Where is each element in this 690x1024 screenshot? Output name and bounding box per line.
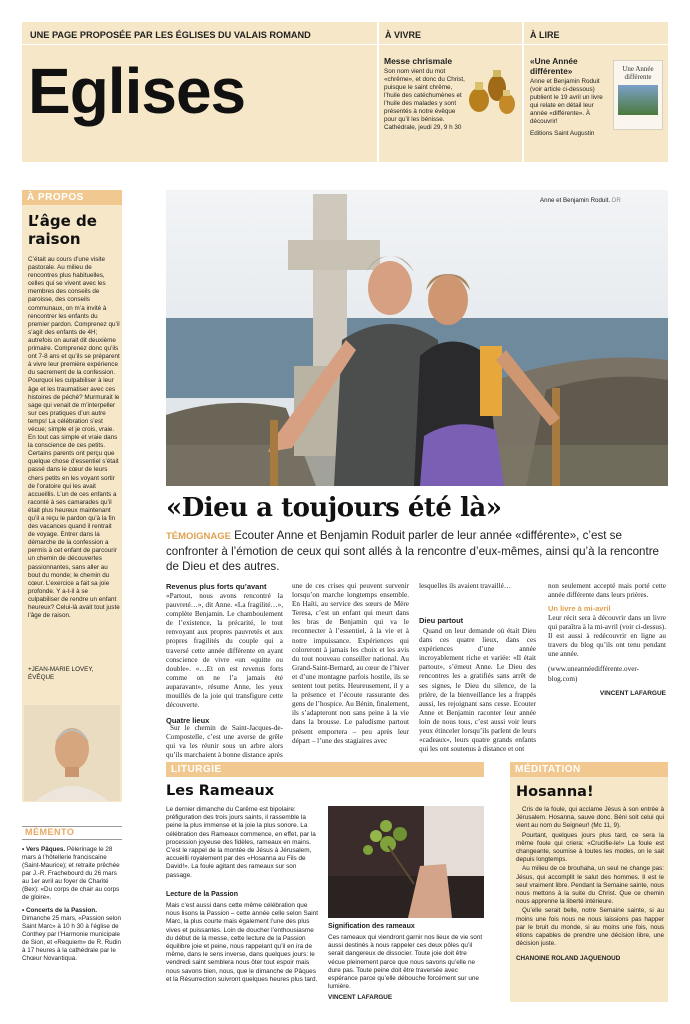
bishop-portrait (24, 705, 120, 801)
meditation-p3: Au milieu de ce brouhaha, un seul ne change pas: Jésus, qui accomplit le salut des hommes. Il est le seul vraiment libre. Pendant la Semaine sainte, nous nous mettons à la suite du Christ. Que ce chemin nous apprenne la liberté intérieure. (516, 865, 664, 906)
article-p3-continued: non seulement accepté mais porté cette année différente dans leurs prières. (548, 582, 666, 600)
article-p2-part-1: Sur le chemin de Saint-Jacques-de-Compostelle, c’est une averse de grêle qui va les réunir sous un arbre alors qu’ils marchaient à bonne distance après (166, 724, 283, 760)
vivre-text: Son nom vient du mot «chrême», et donc du Christ, puisque le saint chrême, l’huile des catéchumènes et l’huile des malades y sont présentés à notre évêque pour qu’il les bénisse. (384, 68, 465, 123)
headline: «Dieu a toujours été là» (166, 493, 502, 523)
main-photo (166, 190, 668, 486)
liturgie-p1: Le dernier dimanche du Carême est bipolaire: préfiguration des trois jours saints, il rassemble la peine la plus immense et la joie la plus sonore. La célébration des Rameaux commence, en effet, par la procession joyeuse des fidèles, rameaux en mains. C’est le rappel de la montée de Jésus à Jérusalem, accueilli royalement par des «Hosanna au Fils de David!». La foule agitant des rameaux sur son passage. (166, 806, 316, 879)
lire-text: Anne et Benjamin Roduit (voir article ci-dessous) publient le 19 avril un livre qui relate en détail leur année «différente». À découvrir! (530, 78, 603, 125)
liturgie-sub-passion: Lecture de la Passion (166, 891, 238, 898)
book-cover (613, 60, 663, 130)
article-col-1 (166, 582, 283, 726)
memento-item-1-text: Pèlerinage le 28 mars à l’hôtellerie franciscaine (Saint-Maurice); et retraite prêchée par J.-R. Frachebourd du 26 mars au 1er avril au foyer de Charité (Bex): «Du corps de chair au corps de gloire». (22, 846, 120, 901)
vivre-title: Messe chrismale (384, 56, 453, 66)
meditation-body (516, 806, 664, 964)
memento-item-2 (22, 907, 122, 963)
liturgie-sub-rameaux: Signification des rameaux (328, 923, 415, 930)
vivre-label: À VIVRE (385, 30, 422, 40)
article-p2-part-3: lesquelles ils avaient travaillé… (419, 582, 512, 590)
memento (22, 826, 122, 963)
meditation-p4: Qu’elle serait belle, notre Semaine sainte, si au moins une fois nous ne nous laissions pas happer par le bruit du monde, si au moins une fois, nous étions capables de prendre une décision libre, une décision juste. (516, 907, 664, 948)
meditation-title: Hosanna! (516, 784, 594, 800)
vivre-box (384, 56, 466, 132)
lire-editor: Editions Saint Augustin (530, 130, 595, 137)
lire-box (530, 56, 610, 138)
liturgie-p2: Mais c’est aussi dans cette même célébration que nous lisons la Passion – cette année celle selon Saint Marc, la plus courte mais également l’une des plus vives et puissantes. Loin de doucher l’enthousiasme du début de la messe, cette lecture de la Passion équilibre joie et peine, nous rappelant qu’il en ira de même, dans le sens inverse, dans quelques jours: le vendredi saint semblera nous ôter tout espoir mais nous savons bien, nous, que le dimanche de Pâques et la Résurrection suivront quelques heures plus tard. (166, 902, 319, 983)
photo-credit-dr: DR (611, 197, 621, 204)
meditation-p2: Pourtant, quelques jours plus tard, ce sera la même foule qui criera: «Crucifie-le!» La foule est changeante, soumise à toutes les modes, on le sait depuis longtemps. (516, 831, 664, 864)
liturgie-label: LITURGIE (166, 762, 484, 777)
apropos-label: À PROPOS (22, 190, 122, 205)
article-p2-part-2: une de ces crises qui peuvent survenir lorsqu’on marche longtemps ensemble. En Haïti, au service des sœurs de Mère Teresa, c’est un enfant qui meurt dans les bras de Benjamin qui va le reconnecter à l’essentiel, à la vie et à notre impuissance. Expériences qui coloreront à jamais les choix et les avis du tout nouveau conseiller national. Au Grand-Saint-Bernard, au cœur de l’hiver et d’une montagne parfois hostile, ils se sentent tout petits. Heureusement, il y a la présence et l’écoute rassurante des gens de l’hospice. Au Bénin, finalement, ils s’adapteront non sans peine à la vie dans la brousse. Le paludisme partout présent emportera – peu après leur départ – l’une des stagiaires avec (292, 582, 409, 745)
article-p3: Quand on leur demande où était Dieu dans ces quatre lieux, dans ces expériences d’une année incroyablement riche et variée: «Il était partout», s’émeut Anne. Le Dieu des rencontres les a gratifiés sans arrêt de ses signes, le Dieu du silence, de la prière, de la bienveillance les a frappés aussi, les rejoignant sans cesse. Ecouter Anne et Benjamin raconter leur année loin de nous tous, c’est aussi voir leurs yeux étinceler lorsqu’ils parlent de leurs «cadeaux», leurs quatre grands enfants qui les ont soutenus à distance et ont (419, 627, 536, 754)
meditation-author: CHANOINE ROLAND JAQUENOUD (516, 955, 621, 963)
chrism-oil-image (465, 58, 517, 118)
sub-revenus: Revenus plus forts qu’avant (166, 582, 267, 591)
article-blog: (www.uneannéedifférente.over-blog.com) (548, 665, 640, 683)
memento-item-2-text: Dimanche 25 mars, «Passion selon Saint Marc» à 10 h 30 à l’église de Conthey par l’Harmonie municipale de Sion, et «Requiem» de R. Rudin à 17 heures à la cathédrale par le Chœur Novantiqua. (22, 915, 122, 962)
memento-item-1 (22, 846, 122, 902)
liturgie-author: VINCENT LAFARGUE (328, 994, 393, 1001)
memento-item-1-head: • Vers Pâques. (22, 846, 66, 853)
lead-text: Ecouter Anne et Benjamin Roduit parler de leur année «différente», c’est se confronter à l’émotion de ceux qui sont allés à la rencontre d’eux-mêmes, ainsi qu’à la rencontre de Dieu et des autres. (166, 529, 660, 573)
sub-quatre-lieux: Quatre lieux (166, 716, 210, 726)
apropos-signature: +JEAN-MARIE LOVEY, ÉVÊQUE (28, 666, 94, 682)
lire-label: À LIRE (530, 30, 560, 40)
sub-dieu-partout: Dieu partout (419, 616, 464, 625)
header-title: Eglises (28, 55, 246, 127)
palm-branch-photo (328, 806, 484, 918)
apropos-text: C’était au cours d’une visite pastorale. Au milieu de rencontres plus habituelles, celles qui se vivent avec les membres des conseils de paroisse, des conseils communaux, on m’a invité à rencontrer les enfants du premier pardon. Comprenez qu’il s’agit des enfants de 4H; autrefois on aurait dit deuxième primaire. Comprenez donc qu’ils ont 7-8 ans et qu’ils se préparent à vivre leur première expérience du sacrement de la confession. Pourquoi les culpabiliser à leur âge et les traumatiser avec ces histoires de péché? Murmurait le sage qui venait de m’interpeller sur ces pratiques d’un autre temps! La célébration s’est vécue; simple et je crois, vraie. En tout cas simple et vraie dans la conscience de ces petits. Certains parents ont perçu que quelque chose d’essentiel s’était passé dans le cœur de leurs chers petits en les voyant sortir de l’oratoire qui les avait accueillis. L’un de ces enfants a raconté à ses camarades qu’il était plus heureux maintenant qu’il a reçu le pardon qu’à la fin des vacances quand il rentrait de voyage. Entrer dans la démarche de la confession a permis à cet enfant de parcourir un chemin de découvertes passionnantes, sans aller au bout du monde; le chemin du cœur. L’exercice a fait sa joie profonde. Y a-t-il à se culpabiliser de rendre un enfant heureux? Celui-là avait tout juste l’âge de raison. (28, 256, 120, 620)
article-author: VINCENT LAFARGUE (599, 689, 666, 697)
memento-label: MÉMENTO (22, 826, 122, 840)
header-kicker: UNE PAGE PROPOSÉE PAR LES ÉGLISES DU VALAIS ROMAND (30, 30, 311, 40)
lead (166, 528, 666, 574)
lire-title: «Une Année différente» (530, 56, 578, 76)
memento-item-2-head: • Concerts de la Passion. (22, 907, 97, 914)
photo-credit-text: Anne et Benjamin Roduit. (540, 197, 611, 204)
vivre-date: Cathédrale, jeudi 29, 9 h 30 (384, 124, 462, 131)
article-p4: Leur récit sera à découvrir dans un livre qui paraîtra à la mi-avril (voir ci-dessus). Il est aussi à redécouvrir en ligne au travers du blog qu’ils ont tenu pendant une année. (548, 614, 666, 659)
book-cover-title: Une Année différente (622, 65, 654, 81)
apropos-title: L’âge de raison (28, 212, 97, 248)
meditation-p1: Cris de la foule, qui acclame Jésus à son entrée à Jérusalem. Hosanna, sauve donc. Béni soit celui qui vient au nom du Seigneur! (Mc 11, 9). (516, 806, 664, 830)
liturgie-p3: Ces rameaux qui viendront garnir nos lieux de vie sont aussi destinés à nous rappeler ces deux pôles qu’il serait dangereux de dissocier. Toute joie doit être vécue pleinement parce que nous savons qu’elle ne dure pas. Toute peine doit être traversée avec espérance parce qu’elle débouche forcément sur une lumière. (328, 934, 483, 991)
article-p1: «Partout, nous avons rencontré la pauvreté…», dit Anne. «La fragilité…», complète Benjamin. Le chamboulement de l’existence, la précarité, le tout renvoyant aux propres pauvretés et aux propres fragilités du couple qui a traversé cette année différente en ayant conscience de vivre «un «quitte ou double». «…Et on est revenus forts comme on ne l’a jamais été auparavant», résume Anne, les yeux mouillés de la joie qui transfigure cette découverte. (166, 592, 283, 710)
lead-kicker: TÉMOIGNAGE (166, 531, 231, 542)
sub-livre: Un livre à mi-avril (548, 604, 611, 613)
liturgie-title: Les Rameaux (166, 783, 275, 799)
meditation-label: MÉDITATION (510, 762, 668, 777)
photo-credit (540, 197, 621, 204)
